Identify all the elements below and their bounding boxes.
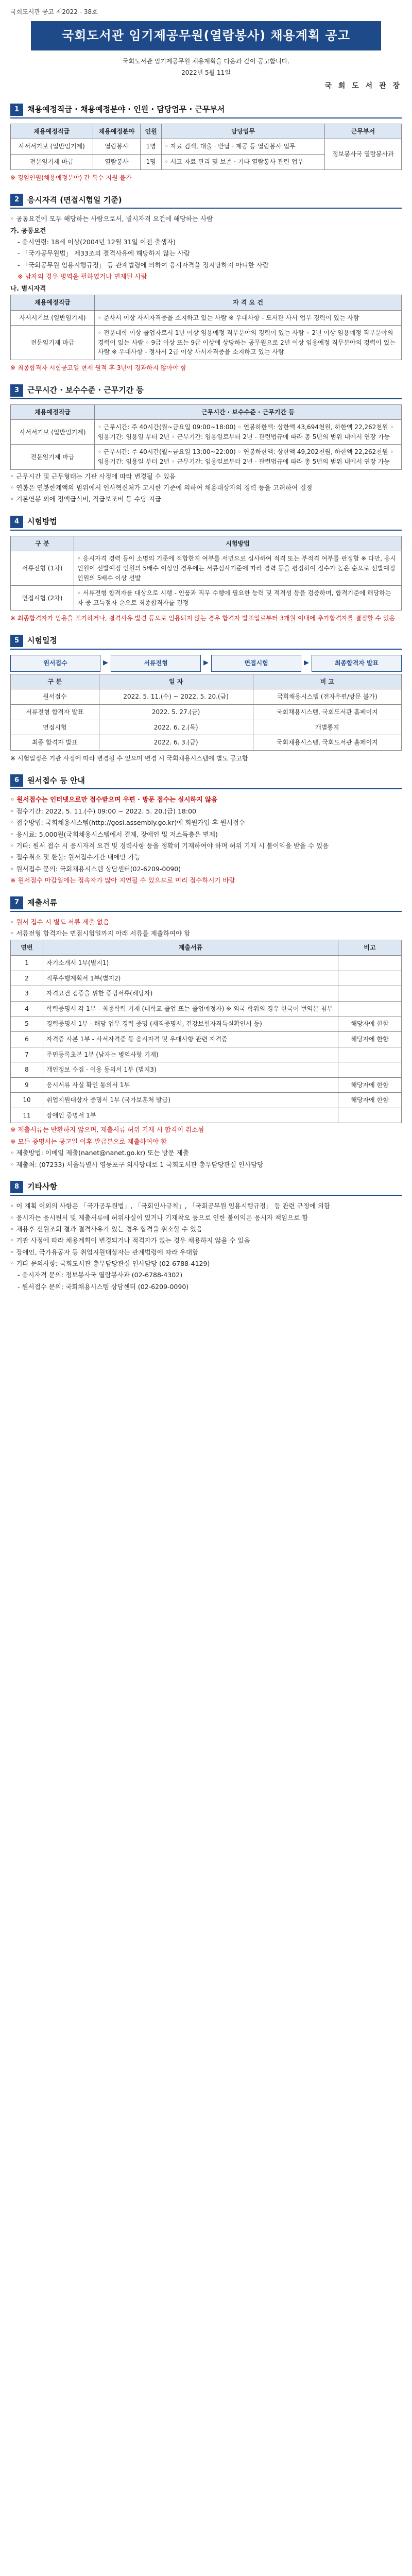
section-number: 8 [10,1181,23,1193]
cell-doc: 응시서류 사실 확인 동의서 1부 [43,1077,338,1093]
table-row [11,1093,402,1108]
paragraph: ◦ 접수방법: 국회채용시스템(http://gosi.assembly.go.kr)에 회원가입 후 원서접수 [10,819,245,827]
paragraph: ◦ 응시료: 5,000원(국회채용시스템에서 결제, 장애인 및 저소득층은 면제) [10,830,218,838]
cell-remark: 해당자에 한함 [338,1031,402,1047]
paragraph: - 원서접수 문의: 국회채용시스템 상담센터 (02-6209-0090) [18,1282,189,1291]
cell-num: 9 [11,1077,43,1093]
cell-date: 2022. 6. 3.(금) [99,735,253,751]
cell-remark [338,1108,402,1123]
section-number: 7 [10,896,23,909]
cell-remark: 해당자에 한함 [338,1077,402,1093]
cell-remark [338,1062,402,1078]
table-row [11,326,402,360]
section-6-head [10,774,402,789]
section-1-head [10,104,402,118]
cell-grade: 전문임기제 마급 [11,154,93,170]
notice-date: 2022년 5월 11일 [181,69,231,77]
cell-phase: 원서접수 [11,689,99,705]
cell-text: ◦ 응시자격 경력 등이 소명의 기준에 적합한지 여부를 서면으로 심사하여 적격 또는 부적격 여부를 판정함 ※ 다만, 응시 인원이 선발예정 인원의 5배수 이상인 경우에는 서류심사기준에 따라 경력 등을 평정하여 점수가 높은 순으로 선발예정인원의 5배수 이상 선발 [74,551,402,586]
cell-remark [338,1001,402,1016]
section-7-head [10,896,402,911]
table-row [11,139,402,155]
table-row [11,586,402,611]
conditions-table [10,404,402,470]
documents-lead [10,917,402,939]
paragraph: ◦ 기관 사정에 따라 채용계획이 변경되거나 적격자가 없는 경우 채용하지 않을 수 있음 [10,1236,250,1245]
cell-num: 4 [11,1001,43,1016]
cell-doc: 자격증 사본 1부 - 사서자격증 등 응시자격 및 우대사항 관련 자격증 [43,1031,338,1047]
cell-date: 2022. 5. 27.(금) [99,704,253,720]
paragraph: ◦ 기본연봉 외에 정액급식비, 직급보조비 등 수당 지급 [10,495,161,503]
intro-text: 국회도서관 임기제공무원 채용계획을 다음과 같이 공고합니다. [122,57,290,65]
paragraph: - 「국가공무원법」 제33조의 결격사유에 해당하지 않는 사람 [18,249,190,258]
section-title: 원서접수 등 안내 [27,775,85,785]
col-header: 근무부서 [324,124,401,139]
paragraph: ◦ 채용후 신원조회 결과 결격사유가 있는 경우 합격을 취소할 수 있음 [10,1225,203,1233]
section-title: 시험일정 [27,636,58,646]
paragraph: ※ 원서접수 마감일에는 접속자가 많아 지연될 수 있으므로 미리 접수하시기 바람 [10,876,235,885]
section-5-head [10,635,402,650]
table-row [11,420,402,445]
recruit-table [10,124,402,170]
cell-count: 1명 [141,139,162,155]
cell-duty: ◦ 서고 자료 관리 및 보존 · 기타 열람봉사 관련 업무 [161,154,324,170]
col-header: 담당업무 [161,124,324,139]
paragraph: - 응시자격 문의: 정보봉사국 열람봉사과 (02-6788-4302) [18,1271,183,1279]
cell-count: 1명 [141,154,162,170]
table-row [11,1108,402,1123]
cell-num: 5 [11,1016,43,1032]
section-2-head [10,194,402,209]
table-row [11,445,402,469]
cell-num: 2 [11,971,43,986]
section-title: 시험방법 [27,517,58,527]
col-header: 비 고 [253,674,401,689]
table-row [11,1031,402,1047]
cell-doc: 자기소개서 1부(별지1) [43,955,338,971]
paragraph: ※ 남자의 경우 병역을 필하였거나 면제된 사람 [18,273,147,281]
section-title: 채용예정직급 · 채용예정분야 · 인원 · 담당업무 · 근무부서 [27,105,225,114]
paragraph: ◦ 서류전형 합격자는 면접시험일까지 아래 서류를 제출하여야 함 [10,929,191,937]
cell-num: 1 [11,955,43,971]
step-box: 원서접수 [10,655,100,672]
paragraph: ◦ 제출처: (07233) 서울특별시 영등포구 의사당대로 1 국회도서관 총무담당관실 인사담당 [10,1160,264,1168]
misc-items [10,1201,402,1292]
cell-doc: 개인정보 수집 · 이용 동의서 1부 (별지3) [43,1062,338,1078]
method-table [10,536,402,611]
cell-phase: 면접시험 [11,720,99,735]
cell-remark [338,971,402,986]
paragraph: 나. 별시자격 [10,284,46,292]
section-3-head [10,384,402,399]
cell-grade: 사서서기보 (일반임기제) [11,310,95,326]
table-row [11,971,402,986]
col-header: 채용예정직급 [11,404,95,420]
cell-req: ◦ 전문대학 이상 졸업자로서 1년 이상 임용예정 직무분야의 경력이 있는 사람 ◦ 2년 이상 임용예정 직무분야의 경력이 있는 사람 ◦ 9급 이상 또는 9급 이상에 상당하는 공무원으로 2년 이상 임용예정 직무분야의 경력이 있는 사람 ※ 우대사항 - 정사서 2급 이상 사서자격증을 소지하고 있는 사람 [95,326,402,360]
col-header: 자 격 요 건 [95,295,402,310]
notice-page [10,0,402,1303]
col-header: 채용예정분야 [93,124,141,139]
table-row [11,986,402,1002]
cell-date: 2022. 6. 2.(목) [99,720,253,735]
paragraph: ◦ 기타 문의사항: 국회도서관 총무담당관실 인사담당 (02-6788-4129) [10,1260,210,1267]
cell-field: 열람봉사 [93,139,141,155]
paragraph: ◦ 응시자는 응시원서 및 제출서류에 허위사실이 있거나 기재착오 등으로 인한 불이익은 응시자 책임으로 함 [10,1213,308,1222]
cell-num: 8 [11,1062,43,1078]
table-row [11,1001,402,1016]
cell-phase: 서류전형 합격자 발표 [11,704,99,720]
step-box: 면접시험 [211,655,301,672]
col-header: 제출서류 [43,940,338,956]
table-row [11,720,402,735]
cell-doc: 학력증명서 각 1부 - 최종학력 기재 (대학교 졸업 또는 졸업예정자) ※ 외국 학위의 경우 한국어 번역본 첨부 [43,1001,338,1016]
table-row [11,1016,402,1032]
table-row [11,1047,402,1062]
col-header: 연번 [11,940,43,956]
paragraph: ◦ 접수기간: 2022. 5. 11.(수) 09:00 ~ 2022. 5. 20.(금) 18:00 [10,807,196,815]
cell-remark: 국회채용시스템 (전자우편/방문 불가) [253,689,401,705]
col-header: 인원 [141,124,162,139]
conditions-notes [10,471,402,504]
col-header: 구 분 [11,674,99,689]
paragraph: ◦ 공통요건에 모두 해당하는 사람으로서, 별시자격 요건에 해당하는 사람 [10,215,213,223]
cell-date: 2022. 5. 11.(수) ~ 2022. 5. 20.(금) [99,689,253,705]
note: ※ 경임인원(채용예정분야) 간 복수 지원 불가 [10,174,132,181]
paragraph: ◦ 연봉은 연봉한계액의 범위에서 인사혁신처가 고시한 기준에 의하여 채용대상자의 경력 등을 고려하여 결정 [10,483,313,492]
section-8-head [10,1181,402,1196]
cell-num: 10 [11,1093,43,1108]
table-row [11,689,402,705]
cell-doc: 취업지원대상자 증명서 1부 (국가보훈처 발급) [43,1093,338,1108]
col-header: 비고 [338,940,402,956]
paragraph: ◦ 제출방법: 이메일 제출(nanet@nanet.go.kr) 또는 방문 제출 [10,1149,189,1157]
cell-num: 11 [11,1108,43,1123]
step-box: 최종합격자 발표 [312,655,402,672]
cell-req: ◦ 준사서 이상 사서자격증을 소지하고 있는 사람 ※ 우대사항 - 도서관 사서 업무 경력이 있는 사람 [95,310,402,326]
section-title: 제출서류 [27,897,58,907]
page-title: 국회도서관 임기제공무원(열람봉사) 채용계획 공고 [31,21,381,50]
paragraph: ※ 모든 증명서는 공고일 이후 발급분으로 제출하여야 함 [10,1137,167,1145]
section-number: 4 [10,516,23,528]
paragraph: ◦ 원서접수는 인터넷으로만 접수받으며 우편 · 방문 접수는 실시하지 않음 [10,795,218,804]
cell-field: 열람봉사 [93,154,141,170]
section-title: 근무시간 · 보수수준 · 근무기간 등 [27,385,144,395]
cell-text: ◦ 근무시간: 주 40시간(월~금요일 13:00~22:00) ◦ 연봉하한액: 상한액 49,202천원, 하한액 22,262천원 ◦ 임용기간: 임용일 부터 2년 ◦ 근무기간: 임용일로부터 2년 - 관련법규에 따라 총 5년의 범위 내에서 연장 가능 [95,445,402,469]
paragraph: ◦ 원서 접수 시 별도 서류 제출 없음 [10,918,110,926]
documents-notes [10,1125,402,1170]
cell-remark [338,1047,402,1062]
note: ※ 최종합격자 시험공고일 현재 원적 후 3년이 경과하지 않아야 함 [10,364,186,371]
table-row [11,1062,402,1078]
col-header: 일 자 [99,674,253,689]
cell-dept: 정보봉사국 열람봉사과 [324,139,401,170]
cell-phase: 최종 합격자 발표 [11,735,99,751]
note: ※ 최종합격자가 임용을 포기하거나, 결격사유 발견 등으로 임용되지 않는 경우 합격자 발표일로부터 3개월 이내에 추가합격자를 결정할 수 있음 [10,615,396,622]
cell-doc: 자격요건 검증을 위한 증빙서류(해당자) [43,986,338,1002]
paragraph: - 「국회공무원 임용시행규정」 등 관계법령에 의하여 응시자격을 정지당하지 아니한 사람 [18,261,269,269]
paragraph: ◦ 이 계획 이외의 사항은 「국가공무원법」, 「국회인사규칙」, 「국회공무원 임용시행규정」 등 관련 규정에 의함 [10,1202,331,1210]
step-box: 서류전형 [111,655,201,672]
section-number: 2 [10,194,23,206]
table-row [11,310,402,326]
arrow-right-icon: ▶ [103,659,108,667]
documents-table [10,940,402,1123]
paragraph: ※ 제출서류는 반환하지 않으며, 제출서류 허위 기재 시 합격이 취소됨 [10,1126,204,1134]
cell-remark: 해당자에 한함 [338,1093,402,1108]
cell-remark: 국회채용시스템, 국회도서관 홈페이지 [253,704,401,720]
cell-doc: 장애인 증명서 1부 [43,1108,338,1123]
schedule-table [10,674,402,751]
notice-number: 국회도서관 공고 제2022 - 38호 [10,8,98,15]
eligibility-common [10,214,402,293]
col-header: 근무시간 · 보수수준 · 근무기간 등 [95,404,402,420]
process-steps [10,655,402,672]
paragraph: ◦ 접수취소 및 환불: 원서접수기간 내에만 가능 [10,853,141,861]
cell-remark [338,986,402,1002]
paragraph: ◦ 원서접수 문의: 국회채용시스템 상담센터(02-6209-0090) [10,865,181,873]
cell-grade: 전문임기제 마급 [11,326,95,360]
cell-text: ◦ 서류전형 합격자를 대상으로 시행 - 인품과 직무 수행에 필요한 능력 및 적격성 등을 검증하며, 합격기준에 해당하는 자 중 고득점자 순으로 최종합격자를 결정 [74,586,402,611]
cell-grade: 전문임기제 마급 [11,445,95,469]
paragraph: ◦ 장애인, 국가유공자 등 취업지원대상자는 관계법령에 따라 우대함 [10,1248,199,1256]
col-header: 채용예정직급 [11,124,93,139]
section-title: 응시자격 (면접시험일 기준) [27,195,122,205]
cell-grade: 사서서기보 (일반임기제) [11,139,93,155]
section-4-head [10,516,402,531]
cell-remark: 개별통지 [253,720,401,735]
cell-doc: 직무수행계획서 1부(별지2) [43,971,338,986]
cell-duty: ◦ 자료 검색, 대출 · 반납 · 제공 등 열람봉사 업무 [161,139,324,155]
cell-remark: 해당자에 한함 [338,1016,402,1032]
arrow-right-icon: ▶ [203,659,209,667]
section-number: 6 [10,774,23,787]
table-row [11,551,402,586]
col-header: 채용예정직급 [11,295,95,310]
paragraph: ◦ 기타: 원서 접수 시 응시자격 요건 및 경력사항 등을 정확히 기재하여야 하며 허위 기재 시 불이익을 받을 수 있음 [10,841,329,850]
cell-num: 3 [11,986,43,1002]
table-row [11,955,402,971]
section-number: 1 [10,104,23,116]
table-row [11,735,402,751]
table-row [11,1077,402,1093]
section-title: 기타사항 [27,1182,58,1192]
cell-remark [338,955,402,971]
arrow-right-icon: ▶ [304,659,309,667]
cell-phase: 면접시험 (2차) [11,586,74,611]
section-number: 3 [10,384,23,397]
cell-num: 6 [11,1031,43,1047]
col-header: 구 분 [11,536,74,551]
cell-grade: 사서서기보 (일반임기제) [11,420,95,445]
cell-num: 7 [11,1047,43,1062]
table-row [11,704,402,720]
cell-remark: 국회채용시스템, 국회도서관 홈페이지 [253,735,401,751]
note: ※ 시험일정은 기관 사정에 따라 변경될 수 있으며 변경 시 국회채용시스템에 별도 공고함 [10,754,248,762]
eligibility-table [10,295,402,360]
paragraph: ◦ 근무시간 및 근무형태는 기관 사정에 따라 변경될 수 있음 [10,472,176,480]
cell-doc: 경력증명서 1부 - 해당 업무 경력 증명 (재직증명서, 건강보험자격득실확인서 등) [43,1016,338,1032]
cell-text: ◦ 근무시간: 주 40시간(월~금요일 09:00~18:00) ◦ 연봉하한액: 상한액 43,694천원, 하한액 22,262천원 ◦ 임용기간: 임용일 부터 2년 ◦ 근무기간: 임용일로부터 2년 - 관련법규에 따라 총 5년의 범위 내에서 연장 가능 [95,420,402,445]
paragraph: - 응시연령: 18세 이상(2004년 12월 31일 이전 출생자) [18,238,176,246]
application-guide [10,794,402,885]
cell-phase: 서류전형 (1차) [11,551,74,586]
section-number: 5 [10,635,23,647]
paragraph: 가. 공통요건 [10,226,46,234]
cell-doc: 주민등록초본 1부 (남자는 병역사항 기재) [43,1047,338,1062]
col-header: 시험방법 [74,536,402,551]
issuer: 국 회 도 서 관 장 [324,81,402,90]
